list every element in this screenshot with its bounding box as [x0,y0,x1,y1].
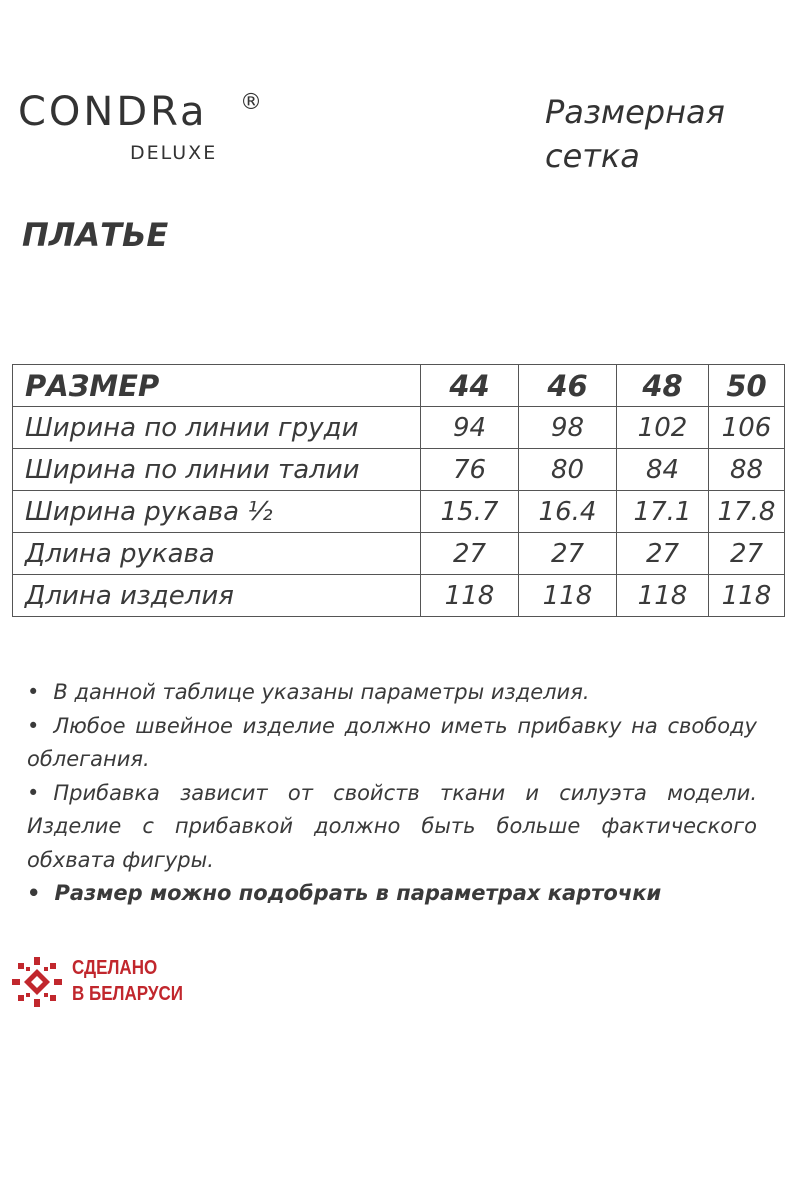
row-label: Длина изделия [13,575,421,617]
table-cell: 102 [617,407,709,449]
table-cell: 88 [709,449,785,491]
note-text: Размер можно подобрать в параметрах карточки [54,881,662,905]
bullet: • [27,881,41,905]
size-header-cell: 44 [421,365,519,407]
made-in-line-2: В БЕЛАРУСИ [72,983,183,1005]
ornament-block [50,995,56,1001]
table-row [13,575,785,617]
ornament-block [12,979,20,985]
brand-name: CONDRa [18,89,208,135]
table-row [13,533,785,575]
table-cell: 76 [421,449,519,491]
ornament-block [18,963,24,969]
row-label: Ширина по линии талии [13,449,421,491]
table-row [13,491,785,533]
ornament-block [34,999,40,1007]
table-cell: 16.4 [519,491,617,533]
ornament-block [50,963,56,969]
ornament-block [54,979,62,985]
table-cell: 118 [421,575,519,617]
table-row [13,407,785,449]
belarus-ornament-icon [10,955,64,1009]
ornament-block [18,995,24,1001]
table-cell: 118 [617,575,709,617]
row-label: Ширина рукава ½ [13,491,421,533]
row-label: Длина рукава [13,533,421,575]
table-cell: 98 [519,407,617,449]
note-text: Прибавка зависит от свойств ткани и силуэта модели. Изделие с прибавкой должно быть больше фактического обхвата фигуры. [27,780,757,872]
note-item [27,710,757,777]
bullet: • [27,780,40,805]
ornament-block [26,967,30,971]
size-header-cell: 50 [709,365,785,407]
bullet: • [27,713,40,738]
registered-mark: ® [240,90,262,115]
ornament-block [34,957,40,965]
table-cell: 118 [709,575,785,617]
made-in-line-1: СДЕЛАНО [72,957,158,979]
size-header-cell: 46 [519,365,617,407]
table-row [13,449,785,491]
bullet: • [27,680,40,704]
notes-list [27,676,757,911]
table-cell: 27 [519,533,617,575]
table-cell: 17.8 [709,491,785,533]
product-type-title: ПЛАТЬЕ [22,216,169,254]
note-item [27,777,757,878]
ornament-block [44,967,48,971]
table-cell: 94 [421,407,519,449]
note-text: В данной таблице указаны параметры изделия. [53,680,590,704]
size-table-header-row [13,365,785,407]
table-cell: 118 [519,575,617,617]
size-header-cell: 48 [617,365,709,407]
note-text: Любое швейное изделие должно иметь прибавку на свободу облегания. [27,713,757,771]
table-cell: 27 [421,533,519,575]
size-header-label: РАЗМЕР [13,365,421,407]
table-cell: 27 [709,533,785,575]
table-cell: 27 [617,533,709,575]
brand-logo [18,89,262,164]
size-table [12,364,785,617]
made-in-text [72,955,208,1007]
table-cell: 80 [519,449,617,491]
table-cell: 17.1 [617,491,709,533]
row-label: Ширина по линии груди [13,407,421,449]
note-item [27,676,757,710]
ornament-block [44,993,48,997]
heading-line-2: сетка [545,137,640,175]
heading-line-1: Размерная [545,93,725,131]
size-chart-heading [545,90,785,178]
table-cell: 84 [617,449,709,491]
note-item-highlight [27,877,757,911]
table-cell: 15.7 [421,491,519,533]
table-cell: 106 [709,407,785,449]
brand-line: DELUXE [130,142,218,164]
ornament-block [26,993,30,997]
